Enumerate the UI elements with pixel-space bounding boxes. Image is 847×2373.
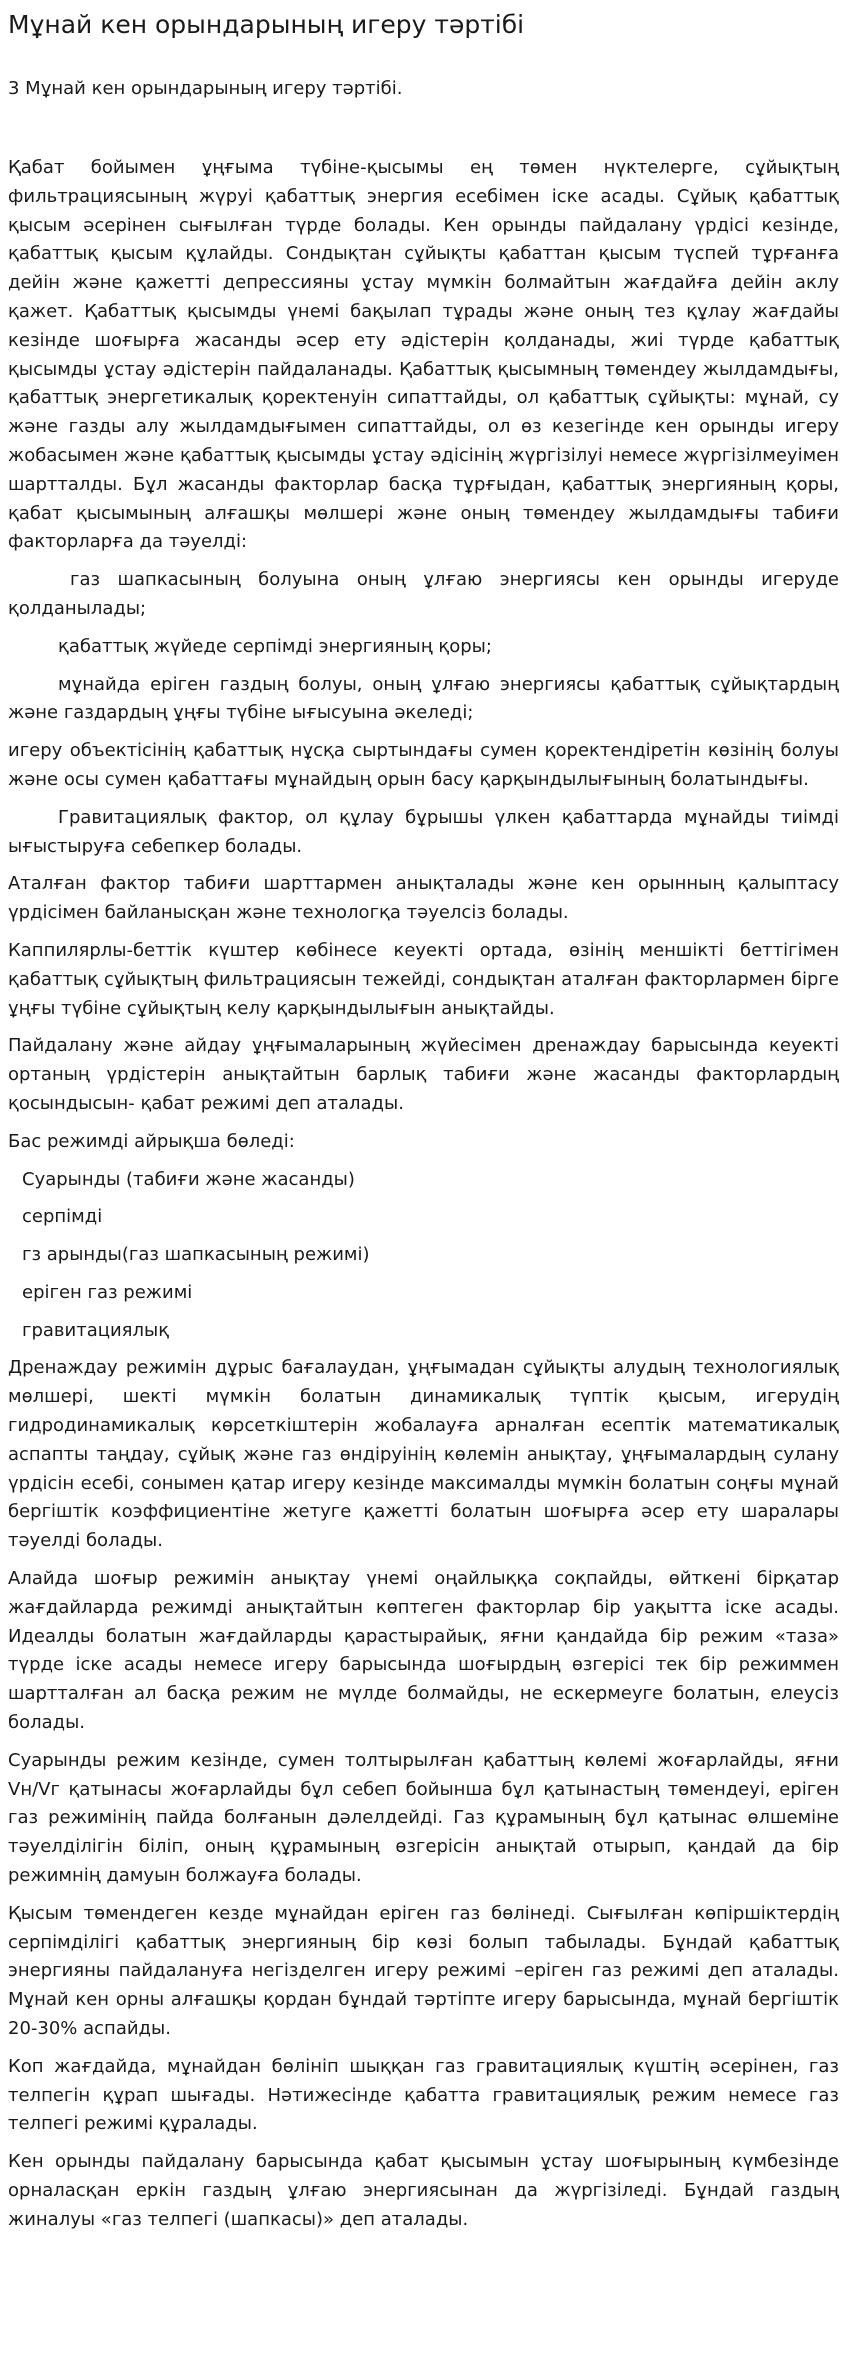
paragraph-capillary: Каппилярлы-беттік күштер көбінесе кеуекті ортада, өзінің меншікті беттігімен қабаттық сұйықтың фильтрациясын тежейді, сондықтан аталған факторлармен бірге ұңғы түбіне сұйықтың келу қарқындылығын анықтайды. <box>8 939 839 1019</box>
paragraph-drainage: Дренаждау режимін дұрыс бағалаудан, ұңғымадан сұйықты алудың технологиялық мөлшері, шекті мүмкін болатын динамикалық түптік қысым, игерудің гидродинамикалық көрсеткіштерін жобалауға арналған есептік математикалық аспапты таңдау, сұйық және газ өндіруінің көлемін анықтау, ұңғымалардың сулану үрдісін есебі, сонымен қатар игеру кезінде максималды мүмкін болатын соңғы мұнай бергіштік коэффициентіне жетуге қажетті болатын шоғырға әсер ету шаралары тәуелді болады. <box>8 1357 839 1552</box>
list-item-text: Суарынды (табиғи және жасанды) <box>22 1168 355 1190</box>
list-item-text: гз арынды(газ шапкасының режимі) <box>22 1244 370 1266</box>
bullet-text: Гравитациялық фактор, ол құлау бұрышы үлкен қабаттарда мұнайды тиімді ығыстыруға себепкер болады. <box>8 806 839 857</box>
bullet-gravity-factor <box>8 804 839 862</box>
bullet-text: мұнайда еріген газдың болуы, оның ұлғаю энергиясы қабаттық сұйықтардың және газдардың ұңғы түбіне ығысуына әкеледі; <box>8 673 839 724</box>
paragraph-natural-factor: Аталған фактор табиғи шарттармен анықталады және кен орынның қалыптасу үрдісімен байланысқан және технологқа тәуелсіз болады. <box>8 873 839 924</box>
list-item <box>8 1279 839 1308</box>
bullet-text: қабаттық жүйеде серпімді энергияның қоры; <box>58 635 492 657</box>
paragraph-water-drive: Суарынды режим кезінде, сумен толтырылған қабаттың көлемі жоғарлайды, яғни Vн/Vг қатынасы жоғарлайды бұл себеп бойынша бұл қатынастың төмендеуі, еріген газ режимінің пайда болғанын дәлелдейді. Газ құрамының бұл қатынас өлшеміне тәуелділігін біліп, оның құрамының өзгерісін анықтай отырып, қандай да бір режимнің дамуын болжауға болады. <box>8 1749 839 1887</box>
regime-list <box>8 1166 839 1346</box>
list-item <box>8 1166 839 1195</box>
paragraph-water-source: игеру объектісінің қабаттық нұсқа сыртындағы сумен қоректендіретін көзінің болуы және осы сумен қабаттағы мұнайдың орын басу қарқындылығының болатындығы. <box>8 740 839 790</box>
paragraph-gravity: Коп жағдайда, мұнайдан бөлініп шыққан газ гравитациялық күштің әсерінен, газ телпегін құрап шығады. Нәтижесінде қабатта гравитациялық режим немесе газ телпегі режимі құралады. <box>8 2055 839 2135</box>
paragraph-regimes-intro: Бас режимді айрықша бөледі: <box>8 1130 295 1152</box>
bullet-text: газ шапкасының болуына оның ұлғаю энергиясы кен орынды игеруде қолданылады; <box>8 569 839 619</box>
list-item-text: серпімді <box>22 1206 103 1228</box>
paragraph-reservoir-energy: Қабат бойымен ұңғыма түбіне-қысымы ең төмен нүктелерге, сұйықтың фильтрациясының жүруі қабаттық энергия есебімен іске асады. Сұйық қабаттық қысым әсерінен сығылған түрде болады. Кен орынды пайдалану үрдісі кезінде, қабаттық қысым құлайды. Сондықтан сұйықты қабаттан қысым түспей тұрғанға дейін және қажетті депрессияны ұстау мүмкін болмайтын жағдайға дейін аклу қажет. Қабаттық қысымды үнемі бақылап тұрады және оның тез құлау жағдайы кезінде шоғырға жасанды әсер ету әдістерін қолданады, жиі түрде қабаттық қысымды ұстау әдістерін пайдаланады. Қабаттық қысымның төмендеу жылдамдығы, қабаттық энергетикалық қоректенуін сипаттайды, ол қабаттық сұйықты: мұнай, су және газды алу жылдамдығымен сипаттайды, ол өз кезегінде кен орынды игеру жобасымен және қабаттық қысымды ұстау әдісінің жүргізілуі немесе жүргізілмеуімен шартталды. Бұл жасанды факторлар басқа тұрғыдан, қабаттық энергияның қоры, қабат қысымының алғашқы мөлшері және оның төмендеу жылдамдығы табиғи факторларға да тәуелді: <box>8 157 839 553</box>
page-title: Мұнай кен орындарының игеру тәртібі <box>8 10 525 39</box>
paragraph-regime-definition: Пайдалану және айдау ұңғымаларының жүйесімен дренаждау барысында кеуекті ортаның үрдістерін анықтайтын барлық табиғи және жасанды факторлардың қосындысын- қабат режимі деп аталады. <box>8 1035 839 1114</box>
bullet-elastic-energy <box>8 633 839 662</box>
bullet-gas-cap <box>8 566 839 624</box>
list-item <box>8 1203 839 1232</box>
list-item <box>8 1317 839 1346</box>
paragraph-dissolved-gas: Қысым төмендеген кезде мұнайдан еріген газ бөлінеді. Сығылған көпіршіктердің серпімділігі қабаттық энергияның бір көзі болып табылады. Бұндай қабаттық энергияны пайдалануға негізделген игеру режимі –еріген газ режимі деп аталады. Мұнай кен орны алғашқы қордан бұндай тәртіпте игеру барысында, мұнай бергіштік 20-30% аспайды. <box>8 1902 839 2040</box>
list-item <box>8 1241 839 1270</box>
list-item-text: гравитациялық <box>22 1319 170 1341</box>
section-subtitle: 3 Мұнай кен орындарының игеру тәртібі. <box>8 78 403 99</box>
list-item-text: еріген газ режимі <box>22 1281 193 1303</box>
paragraph-ideal-conditions: Алайда шоғыр режимін анықтау үнемі оңайлыққа соқпайды, өйткені бірқатар жағдайларда режимді анықтайтын көптеген факторлар бір уақытта іске асады. Идеалды болатын жағдайларды қарастырайық, яғни қандайда бір режим «таза» түрде іске асады немесе игеру барысында шоғырдың өзгерісі тек бір режиммен шартталған ал басқа режим не мүлде болмайды, не ескермеуге болатын, елеусіз болады. <box>8 1568 839 1734</box>
paragraph-gas-cap: Кен орынды пайдалану барысында қабат қысымын ұстау шоғырының күмбезінде орналасқан еркін газдың ұлғаю энергиясынан да жүргізіледі. Бұндай газдың жиналуы «газ телпегі (шапкасы)» деп аталады. <box>8 2151 839 2230</box>
bullet-dissolved-gas <box>8 671 839 729</box>
